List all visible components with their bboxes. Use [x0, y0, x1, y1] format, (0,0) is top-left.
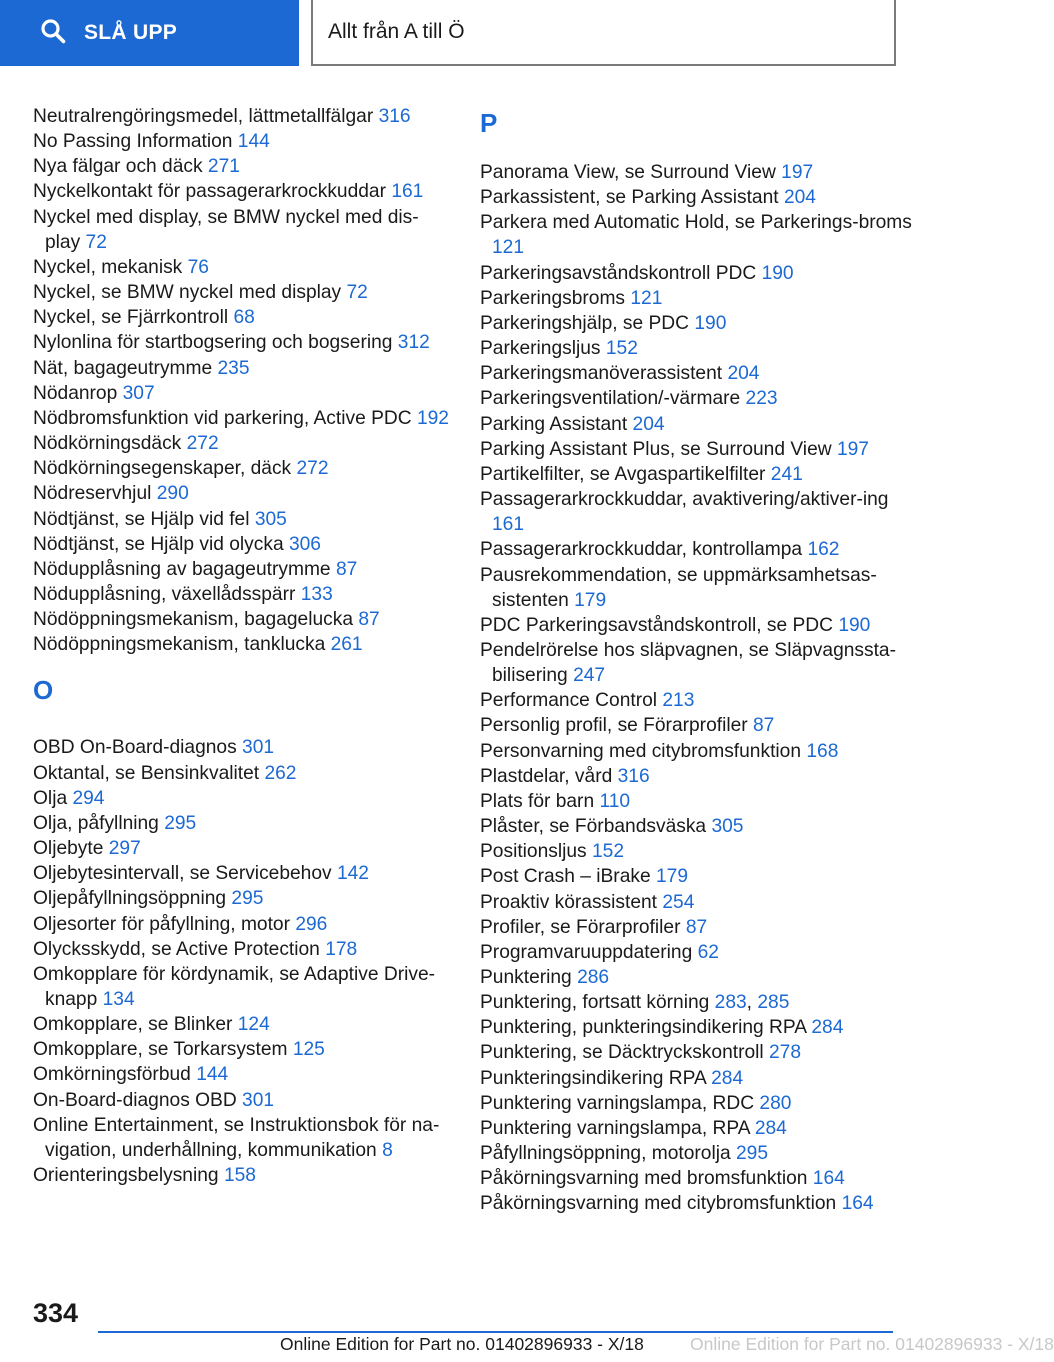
- index-entry: [480, 1191, 920, 1216]
- page-number: 334: [33, 1298, 79, 1328]
- index-entry-text: Nödanrop: [33, 382, 118, 404]
- page-link[interactable]: 62: [697, 941, 719, 963]
- index-entry: [480, 915, 920, 940]
- page-link[interactable]: 68: [233, 307, 255, 329]
- index-entry: [480, 739, 920, 764]
- index-entry-text: Neutralrengöringsmedel, lättmetallfälgar: [33, 106, 374, 127]
- index-entry-text: Parkeringsljus: [480, 338, 601, 360]
- page-link[interactable]: 204: [727, 363, 760, 385]
- index-entry-text: Nödtjänst, se Hjälp vid fel: [33, 508, 250, 530]
- index-entry: [33, 811, 445, 836]
- page-link[interactable]: 190: [694, 312, 727, 334]
- page-link[interactable]: 168: [806, 740, 839, 762]
- index-entry: [33, 761, 445, 786]
- page-link[interactable]: 278: [769, 1042, 802, 1064]
- index-entry: [33, 1088, 445, 1113]
- index-entry-text: Nyckel med display, se BMW nyckel med dis-​play: [33, 206, 419, 253]
- page-link[interactable]: 152: [605, 338, 638, 360]
- index-entry: [480, 412, 920, 437]
- page-link[interactable]: 164: [841, 1193, 874, 1215]
- index-entry: [33, 1012, 445, 1037]
- index-entry-text: Online Entertainment, se Instruktionsbok för na-​vigation, underhållning, kommunikation: [33, 1114, 440, 1161]
- index-entry-text: Oljesorter för påfyllning, motor: [33, 913, 290, 935]
- index-entry-text: Nödöppningsmekanism, bagagelucka: [33, 609, 353, 631]
- index-entry-text: Parkeringsbroms: [480, 287, 626, 309]
- index-entry-text: Plåster, se Förbandsväska: [480, 816, 707, 838]
- index-entry: [480, 261, 920, 286]
- index-entry: [33, 179, 445, 204]
- index-entry: [480, 487, 920, 537]
- index-entry: [480, 462, 920, 487]
- index-entry: [33, 456, 445, 481]
- index-letter-p: P: [480, 108, 498, 138]
- page-link[interactable]: 284: [711, 1067, 744, 1089]
- page-link[interactable]: 294: [72, 787, 105, 809]
- index-entry-text: Personlig profil, se Förarprofiler: [480, 715, 748, 737]
- search-button[interactable]: [0, 0, 299, 66]
- index-entry: [33, 1037, 445, 1062]
- index-entry-text: PDC Parkeringsavståndskontroll, se PDC: [480, 614, 833, 636]
- index-entry-text: OBD On-Board-​diagnos: [33, 737, 237, 759]
- index-entry: [480, 1116, 920, 1141]
- page-link[interactable]: 178: [325, 938, 358, 960]
- index-list-n: [33, 104, 449, 657]
- page-link[interactable]: 286: [577, 967, 610, 988]
- index-entry-text: Personvarning med citybromsfunktion: [480, 740, 802, 762]
- index-entry-text: Nyckel, se BMW nyckel med display: [33, 282, 342, 304]
- index-entry-text: Post Crash – iBrake: [480, 866, 651, 888]
- index-entry-text: Punktering varningslampa, RPA: [480, 1117, 750, 1139]
- index-entry-text: Punktering, se Däcktryckskontroll: [480, 1042, 764, 1064]
- index-entry-text: Nödkörningsdäck: [33, 433, 182, 455]
- index-entry-text: Omkörningsförbud: [33, 1064, 191, 1086]
- index-entry: [480, 638, 920, 688]
- index-entry-text: Punktering, fortsatt körning: [480, 992, 710, 1014]
- index-entry: [480, 1166, 920, 1191]
- index-entry: [33, 735, 445, 760]
- index-entry: [33, 912, 445, 937]
- index-entry-text: Oljebyte: [33, 838, 104, 860]
- index-entry: [480, 890, 920, 915]
- watermark-text: Online Edition for Part no. 01402896933 - X/18: [690, 1334, 1054, 1354]
- page-link[interactable]: 87: [358, 609, 380, 631]
- page-link[interactable]: 197: [781, 162, 814, 183]
- index-entry: [33, 507, 445, 532]
- index-entry-text: Omkopplare för kördynamik, se Adaptive Drive-​knapp: [33, 963, 436, 1010]
- index-entry-text: Panorama View, se Surround View: [480, 162, 776, 183]
- index-entry-text: Påkörningsvarning med citybromsfunktion: [480, 1193, 837, 1215]
- search-icon: [40, 18, 66, 49]
- index-entry-text: Nylonlina för startbogsering och bogsering: [33, 332, 393, 354]
- index-entry-text: Nödkörningsegenskaper, däck: [33, 458, 292, 480]
- index-entry-text: Omkopplare, se Torkarsystem: [33, 1039, 288, 1061]
- edition-text: Online Edition for Part no. 01402896933 - X/18: [280, 1334, 644, 1354]
- index-entry-text: Nödtjänst, se Hjälp vid olycka: [33, 533, 284, 555]
- index-entry: [480, 688, 920, 713]
- index-entry-text: Omkopplare, se Blinker: [33, 1014, 233, 1036]
- index-entry-text: Parkeringsmanöverassistent: [480, 363, 723, 385]
- index-entry: [33, 129, 445, 154]
- page-link[interactable]: 296: [295, 913, 328, 935]
- page-link[interactable]: 190: [838, 614, 871, 636]
- index-entry: [33, 1113, 445, 1163]
- index-entry-text: Proaktiv körassistent: [480, 891, 658, 913]
- page-link[interactable]: 305: [254, 508, 287, 530]
- index-entry: [33, 861, 445, 886]
- index-entry: [480, 940, 920, 965]
- page-link[interactable]: 272: [186, 433, 219, 455]
- page-link[interactable]: 158: [223, 1165, 256, 1187]
- index-entry: [480, 160, 920, 185]
- index-entry: [33, 582, 445, 607]
- index-entry: [480, 336, 920, 361]
- index-entry-text: Nödreservhjul: [33, 483, 152, 505]
- index-entry: [33, 406, 449, 431]
- page-link[interactable]: 142: [336, 863, 369, 885]
- index-entry-text: Profiler, se Förarprofiler: [480, 916, 681, 938]
- index-entry-text: Parkassistent, se Parking Assistant: [480, 187, 779, 209]
- index-entry: [480, 1066, 920, 1091]
- a-to-z-index-label: Allt från A till Ö: [328, 20, 465, 43]
- index-entry: [33, 154, 445, 179]
- index-entry: [33, 632, 445, 657]
- index-column-left: [33, 104, 449, 1188]
- page-link[interactable]: 204: [783, 187, 816, 209]
- page-link[interactable]: 179: [655, 866, 688, 888]
- index-entry: [33, 205, 445, 255]
- index-entry-text: Olja: [33, 787, 68, 809]
- index-entry: [480, 386, 920, 411]
- page-link[interactable]: 161: [391, 181, 424, 203]
- page-link[interactable]: 144: [196, 1064, 229, 1086]
- index-entry-text: Plats för barn: [480, 790, 595, 812]
- index-entry: [33, 481, 445, 506]
- index-entry: [480, 789, 920, 814]
- index-entry-text: Positionsljus: [480, 841, 587, 863]
- page-link[interactable]: 72: [85, 231, 107, 253]
- page-link[interactable]: 261: [330, 634, 363, 656]
- index-entry: [480, 437, 920, 462]
- index-entry-text: Pausrekommendation, se uppmärksamhetsas-​sistenten: [480, 564, 877, 611]
- index-entry-text: Performance Control: [480, 690, 658, 712]
- index-entry: [33, 255, 445, 280]
- page-link[interactable]: 134: [102, 989, 135, 1010]
- index-list-p: [480, 160, 920, 1217]
- page-link[interactable]: 179: [574, 589, 607, 611]
- top-navigation: [0, 0, 960, 66]
- page-link[interactable]: 241: [770, 463, 803, 485]
- page-link[interactable]: 133: [300, 583, 333, 605]
- index-entry: [33, 381, 445, 406]
- index-entry-text: Nya fälgar och däck: [33, 156, 203, 178]
- page-link[interactable]: 271: [207, 156, 240, 178]
- page-link[interactable]: 121: [492, 237, 525, 259]
- page-link[interactable]: 247: [573, 665, 606, 687]
- index-entry-text: Punktering: [480, 967, 572, 988]
- page-link[interactable]: 121: [630, 287, 663, 309]
- page-link[interactable]: 162: [807, 539, 840, 561]
- index-entry-text: Nödupplåsning av bagageutrymme: [33, 558, 331, 580]
- index-entry: [33, 937, 445, 962]
- index-entry: [480, 1015, 920, 1040]
- search-button-label: SLÅ UPP: [84, 21, 178, 44]
- index-entry: [480, 361, 920, 386]
- page-link[interactable]: 307: [122, 382, 155, 404]
- index-entry-text: Nödöppningsmekanism, tanklucka: [33, 634, 326, 656]
- index-entry: [480, 563, 920, 613]
- page-link[interactable]: 262: [264, 762, 297, 784]
- page-link[interactable]: 312: [397, 332, 430, 354]
- index-entry: [480, 965, 920, 990]
- page-link[interactable]: 190: [761, 262, 794, 284]
- page-link[interactable]: 285: [757, 992, 790, 1014]
- index-entry: [480, 839, 920, 864]
- page-link[interactable]: 87: [335, 558, 358, 580]
- index-entry: [33, 607, 445, 632]
- page-link[interactable]: 8: [382, 1139, 393, 1161]
- index-entry-text: Parkeringsavståndskontroll PDC: [480, 262, 757, 284]
- page-link[interactable]: 295: [736, 1143, 769, 1165]
- index-entry: [33, 330, 445, 355]
- page-link[interactable]: 305: [711, 816, 744, 838]
- page-link[interactable]: 161: [492, 514, 525, 536]
- page-link[interactable]: 284: [811, 1017, 844, 1039]
- page-link[interactable]: 110: [599, 790, 631, 812]
- page-link[interactable]: 280: [759, 1092, 792, 1114]
- index-entry-text: Parkera med Automatic Hold, se Parkerings-​broms: [480, 212, 912, 234]
- page-link[interactable]: 144: [237, 131, 270, 153]
- page-link[interactable]: 316: [378, 106, 411, 127]
- index-entry-text: Orienteringsbelysning: [33, 1165, 219, 1187]
- page-link[interactable]: 192: [416, 407, 449, 429]
- index-entry-text: Plastdelar, vård: [480, 765, 613, 787]
- page-link[interactable]: 235: [217, 357, 250, 379]
- page-link[interactable]: 316: [617, 765, 650, 787]
- index-entry-text: Parking Assistant: [480, 413, 628, 435]
- footer-divider: [98, 1331, 893, 1333]
- index-entry: [480, 311, 920, 336]
- page-link[interactable]: 297: [108, 838, 141, 860]
- page-link[interactable]: 164: [812, 1168, 845, 1190]
- index-entry: [480, 210, 920, 260]
- page-link[interactable]: 254: [662, 891, 695, 913]
- index-entry-text: Punkteringsindikering RPA: [480, 1067, 706, 1089]
- page-link[interactable]: 152: [592, 841, 625, 863]
- index-entry: [33, 786, 445, 811]
- page-link[interactable]: 72: [346, 282, 368, 304]
- page-link[interactable]: 204: [632, 413, 665, 435]
- index-entry-text: Partikelfilter, se Avgaspartikelfilter: [480, 463, 766, 485]
- index-entry: [480, 1091, 920, 1116]
- index-entry: [480, 286, 920, 311]
- index-entry: [33, 280, 445, 305]
- index-entry-text: Nyckel, se Fjärrkontroll: [33, 307, 229, 329]
- index-entry: [33, 532, 445, 557]
- index-entry-text: Oljebytesintervall, se Servicebehov: [33, 863, 332, 885]
- index-entry-text: Oljepåfyllningsöppning: [33, 888, 227, 910]
- page-link[interactable]: 284: [754, 1117, 787, 1139]
- index-list-o: [33, 735, 445, 1188]
- page-link[interactable]: 124: [237, 1014, 270, 1036]
- index-entry: [33, 557, 445, 582]
- index-entry: [33, 356, 445, 381]
- index-entry: [33, 836, 445, 861]
- index-entry-text: Parkeringsventilation/-värmare: [480, 388, 741, 410]
- index-entry-text: On-Board-​diagnos OBD: [33, 1089, 237, 1111]
- page-link[interactable]: 87: [753, 715, 775, 737]
- index-letter-o: O: [33, 675, 54, 706]
- index-entry-text: Nät, bagageutrymme: [33, 357, 213, 379]
- index-entry: [33, 431, 445, 456]
- page-link[interactable]: 290: [156, 483, 189, 505]
- index-entry: [480, 613, 920, 638]
- index-entry: [33, 962, 445, 1012]
- index-entry: [33, 305, 445, 330]
- index-entry-text: Oktantal, se Bensinkvalitet: [33, 762, 260, 784]
- index-entry-text: Påfyllningsöppning, motorolja: [480, 1143, 731, 1165]
- page-link[interactable]: 283: [714, 992, 747, 1014]
- page-link[interactable]: 76: [187, 256, 209, 278]
- page-link[interactable]: 197: [836, 438, 869, 460]
- index-entry-text: Passagerarkrockkuddar, kontrollampa: [480, 539, 803, 561]
- index-entry-text: Parkeringshjälp, se PDC: [480, 312, 690, 334]
- index-entry: [480, 713, 920, 738]
- index-entry-text: Punktering, punkteringsindikering RPA: [480, 1017, 807, 1039]
- index-entry-text: Olycksskydd, se Active Protection: [33, 938, 320, 960]
- index-entry: [480, 1040, 920, 1065]
- page-link[interactable]: 87: [685, 916, 708, 938]
- index-entry-text: Parking Assistant Plus, se Surround View: [480, 438, 832, 460]
- index-entry: [480, 814, 920, 839]
- index-entry-text: Nödupplåsning, växellådsspärr: [33, 583, 296, 605]
- page-link[interactable]: 295: [231, 888, 264, 910]
- index-entry-text: Nödbromsfunktion vid parkering, Active PDC: [33, 407, 412, 429]
- index-entry-text: Punktering varningslampa, RDC: [480, 1092, 755, 1114]
- index-entry: [33, 886, 445, 911]
- index-entry-text: Programvaruuppdatering: [480, 941, 693, 963]
- page-link[interactable]: 306: [288, 533, 321, 555]
- index-entry: [33, 1062, 445, 1087]
- index-entry: [480, 764, 920, 789]
- index-entry-text: No Passing Information: [33, 131, 233, 153]
- page-separator: ,: [746, 992, 753, 1014]
- page-link[interactable]: 272: [296, 458, 329, 480]
- index-entry: [480, 864, 920, 889]
- a-to-z-index-tab[interactable]: [311, 0, 896, 66]
- index-entry-text: Olja, påfyllning: [33, 812, 159, 834]
- index-entry: [33, 1163, 445, 1188]
- index-entry: [480, 537, 920, 562]
- index-entry-text: Passagerarkrockkuddar, avaktivering/aktiver-​ing: [480, 489, 889, 511]
- index-entry-text: Pendelrörelse hos släpvagnen, se Släpvagnssta-​bilisering: [480, 639, 896, 687]
- page-link[interactable]: 125: [292, 1039, 325, 1061]
- index-entry: [480, 1141, 920, 1166]
- page-link[interactable]: 213: [662, 690, 695, 712]
- index-entry: [480, 990, 920, 1015]
- page-link[interactable]: 301: [242, 737, 275, 759]
- index-entry-text: Nyckel, mekanisk: [33, 256, 183, 278]
- index-entry-text: Nyckelkontakt för passagerarkrockkuddar: [33, 181, 386, 203]
- page-link[interactable]: 223: [745, 388, 778, 410]
- index-entry: [33, 104, 445, 129]
- index-entry-text: Påkörningsvarning med bromsfunktion: [480, 1168, 808, 1190]
- page-link[interactable]: 301: [242, 1089, 275, 1111]
- index-entry: [480, 185, 920, 210]
- page-link[interactable]: 295: [164, 812, 197, 834]
- index-column-right: [480, 104, 920, 1217]
